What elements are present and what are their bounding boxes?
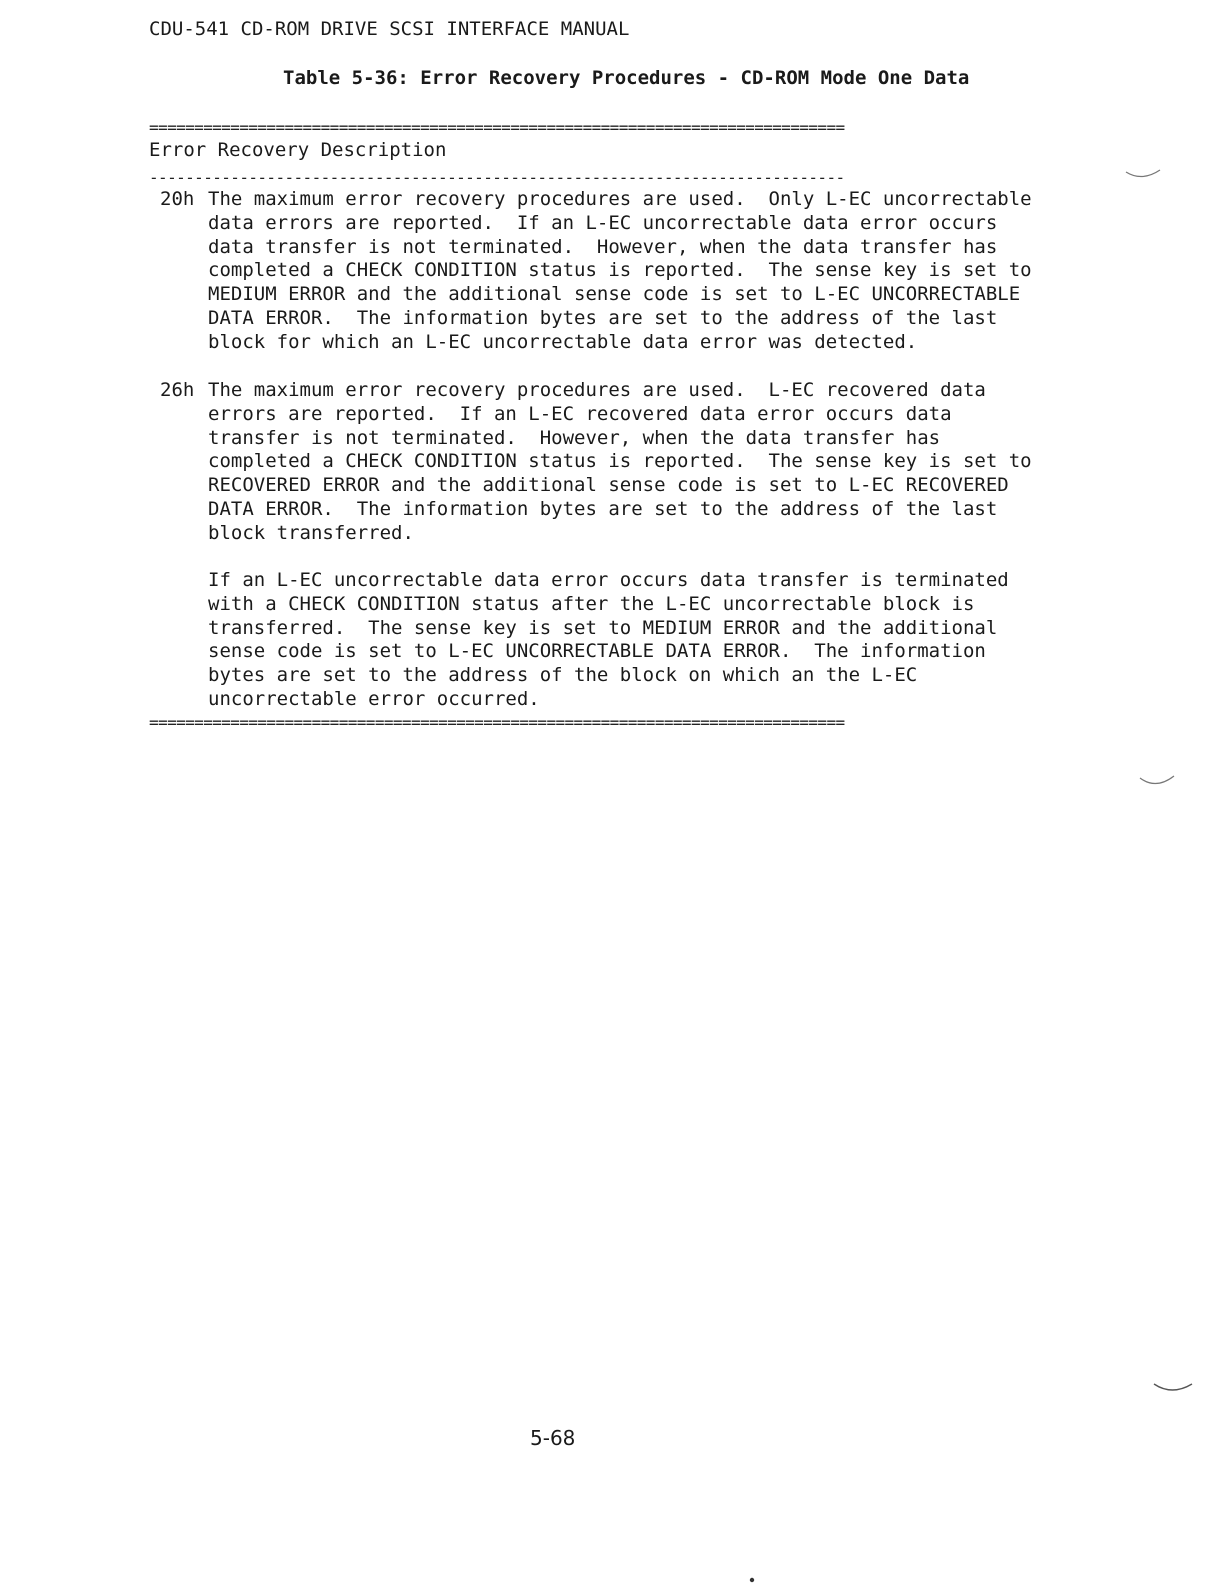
table-row xyxy=(149,188,1085,353)
scan-mark xyxy=(1152,1376,1196,1400)
double-rule-bottom: ============================================================================= xyxy=(149,715,845,731)
error-description: The maximum error recovery procedures are used. L-EC recovered data errors are reported. If an L-EC recovered data error occurs data transfer is not terminated. However, when the data transfer has completed a CHECK CONDITION status is reported. The sense key is set to RECOVERED ERROR and the additional sense code is set to L-EC RECOVERED DATA ERROR. The information bytes are set to the address of the last block transferred. xyxy=(208,379,1032,544)
single-rule: ----------------------------------------------------------------------------- xyxy=(149,170,845,186)
error-description: The maximum error recovery procedures are used. Only L-EC uncorrectable data errors are reported. If an L-EC uncorrectable data error occurs data transfer is not terminated. However, when the data transfer has completed a CHECK CONDITION status is reported. The sense key is set to MEDIUM ERROR and the additional sense code is set to L-EC UNCORRECTABLE DATA ERROR. The information bytes are set to the address of the last block for which an L-EC uncorrectable data error was detected. xyxy=(208,188,1032,353)
table-row xyxy=(149,379,1085,544)
scan-mark xyxy=(1138,770,1178,794)
column-header: Error Recovery Description xyxy=(149,139,447,161)
error-code: 20h xyxy=(160,188,195,210)
scan-dot xyxy=(748,1576,756,1584)
page-number: 5-68 xyxy=(530,1426,576,1450)
running-header: CDU-541 CD-ROM DRIVE SCSI INTERFACE MANUAL xyxy=(149,18,630,40)
table-title: Table 5-36: Error Recovery Procedures - CD-ROM Mode One Data xyxy=(283,67,970,89)
scan-mark xyxy=(1124,160,1164,184)
double-rule-top: ============================================================================= xyxy=(149,120,845,136)
error-description-continued: If an L-EC uncorrectable data error occurs data transfer is terminated with a CHECK CONDITION status after the L-EC uncorrectable block is transferred. The sense key is set to MEDIUM ERROR and the additional sense code is set to L-EC UNCORRECTABLE DATA ERROR. The information bytes are set to the address of the block on which an the L-EC uncorrectable error occurred. xyxy=(208,569,1009,710)
error-code: 26h xyxy=(160,379,195,401)
